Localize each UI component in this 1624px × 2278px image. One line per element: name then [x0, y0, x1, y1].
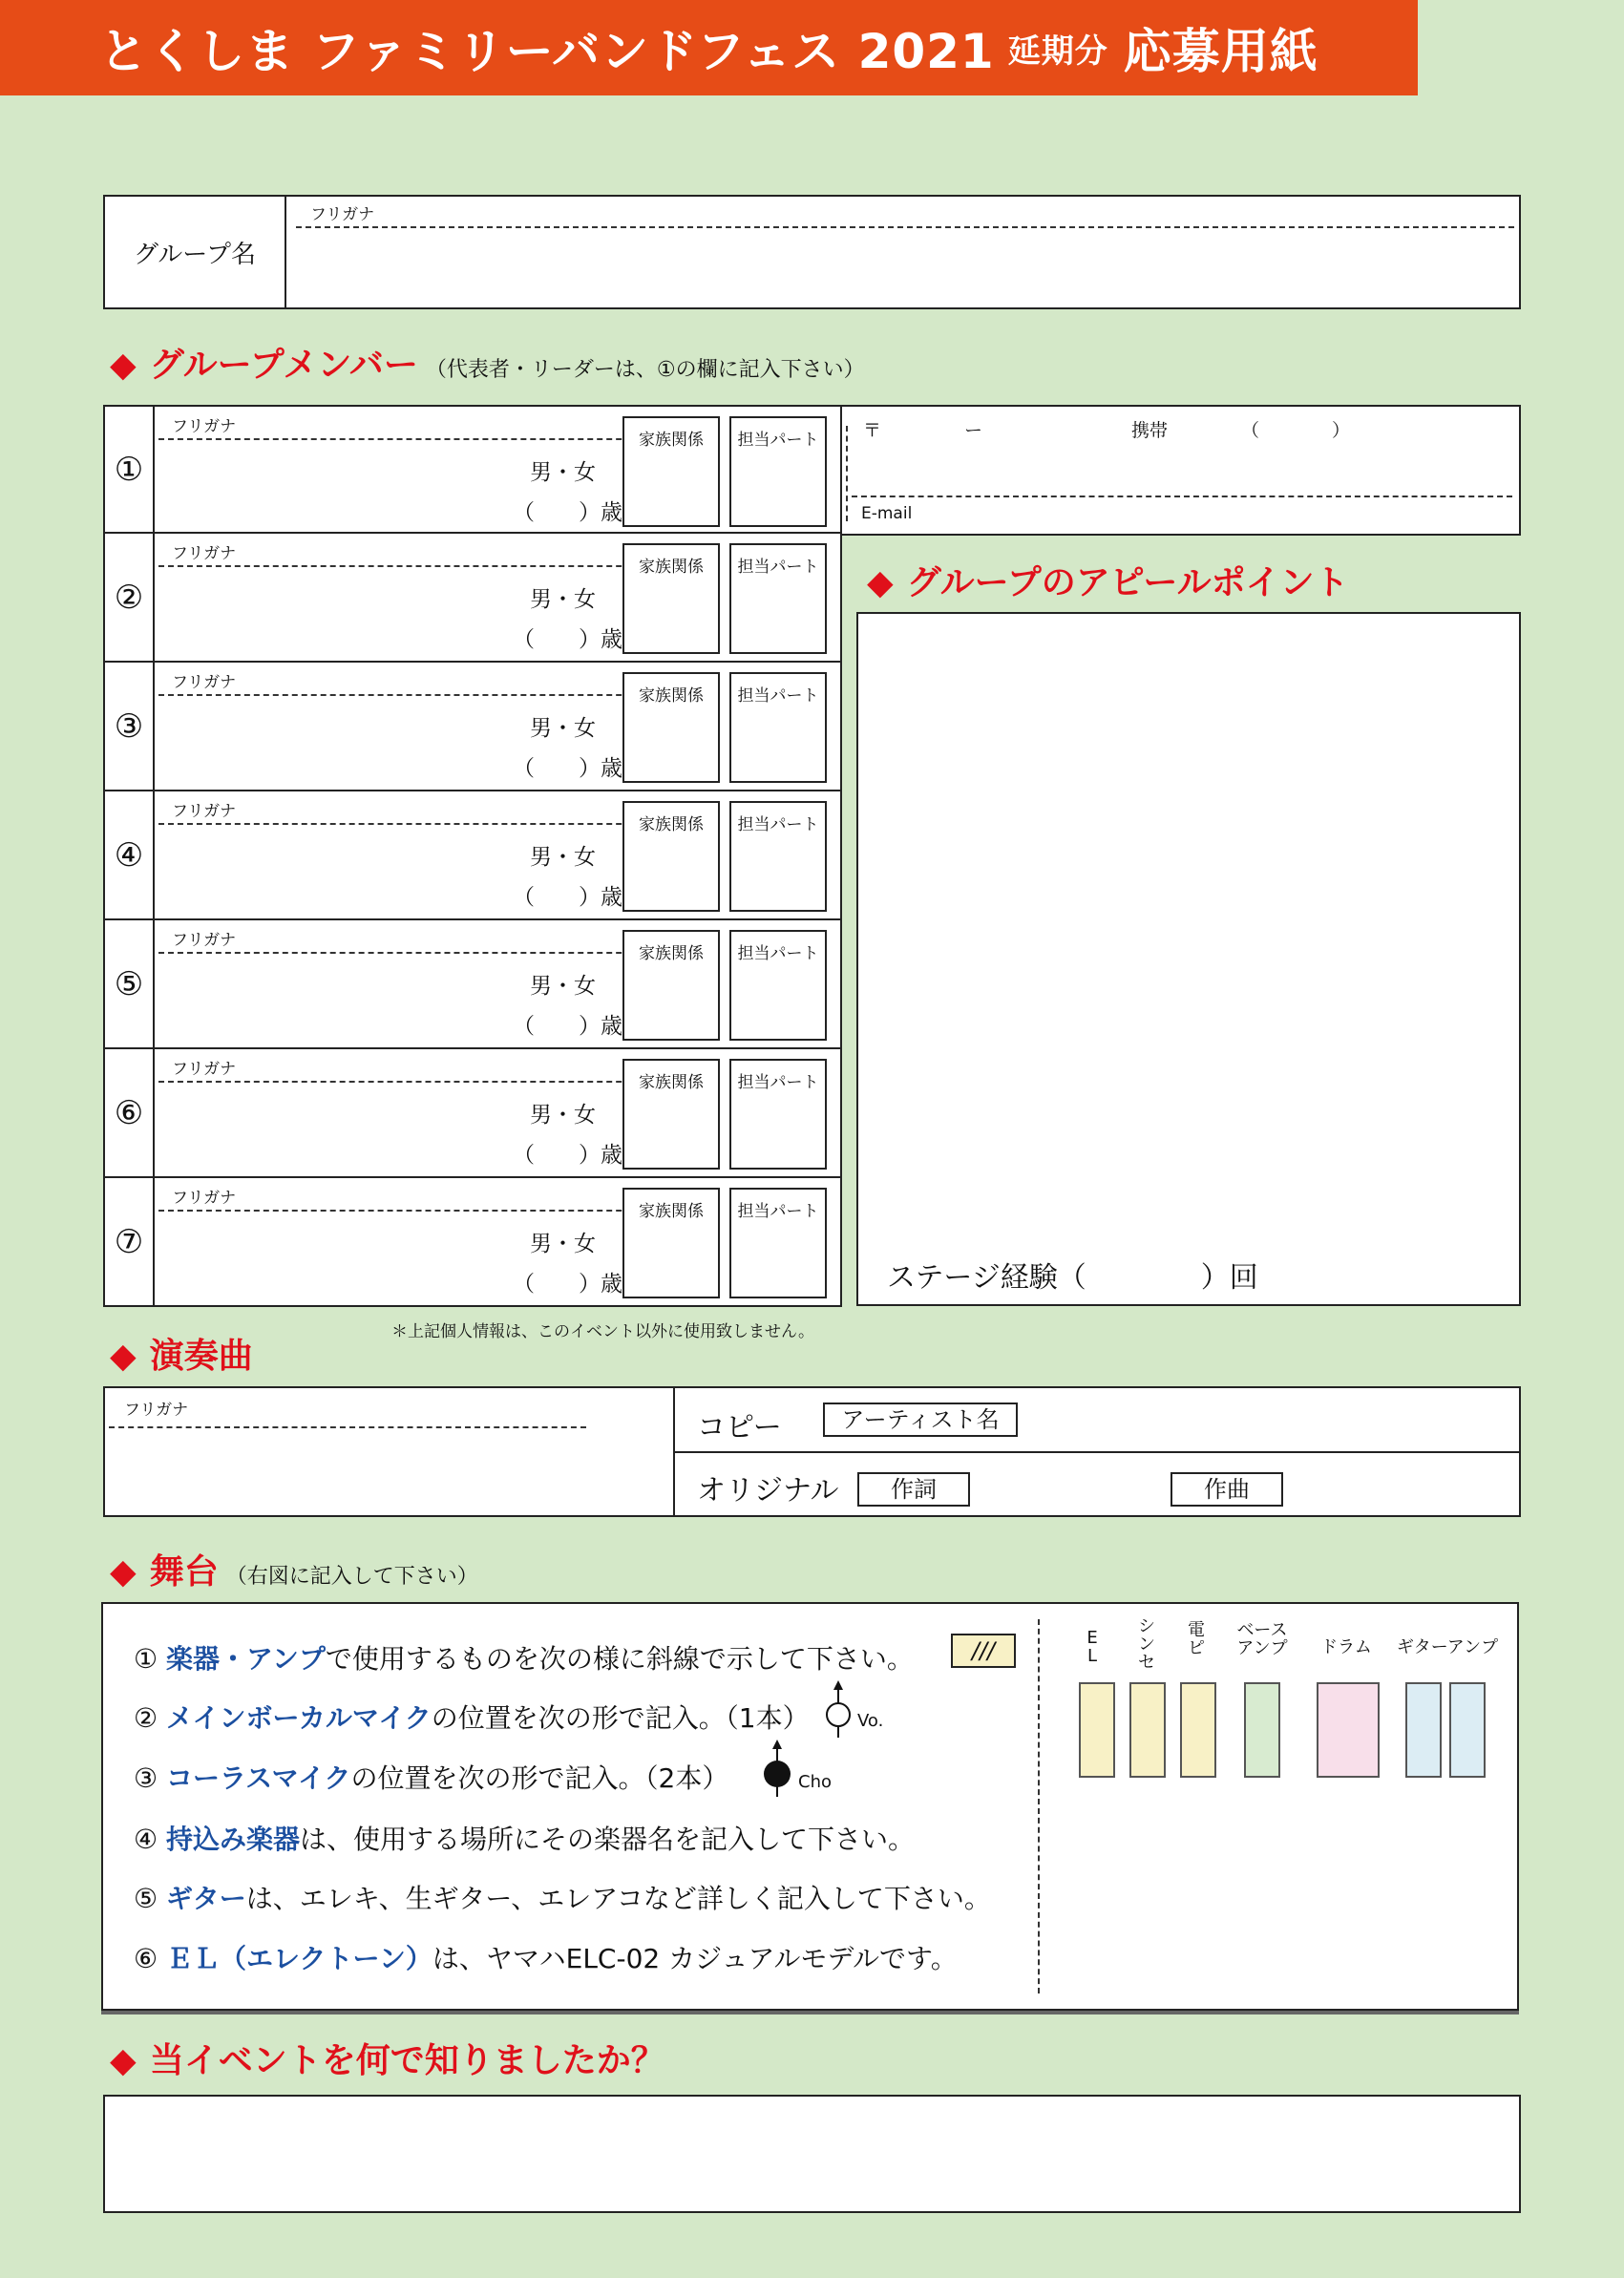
diamond-icon: ◆ — [110, 2041, 137, 2080]
synth-label-char: セ — [1138, 1653, 1155, 1673]
contact-dash-divider — [852, 496, 1512, 497]
item-number: ④ — [134, 1824, 158, 1855]
item-text: の位置を次の形で記入。（2本） — [350, 1762, 729, 1794]
member-number: ③ — [105, 663, 155, 790]
item-text: で使用するものを次の様に斜線で示して下さい。 — [325, 1643, 914, 1675]
postal-mark: 〒 — [863, 420, 882, 441]
piano-label-char: 電 — [1188, 1620, 1205, 1640]
guitar-amp-box[interactable] — [1405, 1682, 1442, 1778]
stage-note: （右図に記入して下さい） — [225, 1565, 478, 1589]
members-heading — [110, 338, 865, 387]
member-row[interactable] — [103, 791, 842, 920]
contact-field[interactable] — [840, 405, 1521, 536]
email-label: E-mail — [861, 504, 913, 523]
sex-label: 男・女 — [530, 587, 596, 612]
furigana-label: フリガナ — [172, 417, 237, 436]
family-relation-box[interactable]: 家族関係 — [622, 801, 720, 912]
family-relation-box[interactable]: 家族関係 — [622, 672, 720, 783]
diamond-icon: ◆ — [110, 1552, 137, 1592]
sex-label: 男・女 — [530, 1232, 596, 1256]
age-label: （ ）歳 — [513, 500, 622, 525]
artist-name-box[interactable]: アーティスト名 — [823, 1403, 1018, 1437]
title-sub: 延期分 — [1007, 32, 1108, 71]
stage-instruction — [134, 1758, 728, 1796]
part-box[interactable]: 担当パート — [729, 1059, 827, 1170]
sex-label: 男・女 — [530, 716, 596, 741]
age-label: （ ）歳 — [513, 627, 622, 652]
part-box[interactable]: 担当パート — [729, 1188, 827, 1298]
group-name-furigana-label: フリガナ — [310, 205, 375, 224]
privacy-note: ＊上記個人情報は、このイベント以外に使用致しません。 — [391, 1322, 815, 1341]
original-label: オリジナル — [697, 1474, 839, 1508]
song-title: 演奏曲 — [149, 1337, 253, 1376]
mobile-paren: （ ） — [1241, 420, 1351, 441]
how-known-heading — [110, 2034, 665, 2082]
stage-heading — [110, 1545, 478, 1593]
age-label: （ ）歳 — [513, 1272, 622, 1297]
title-main: とくしま ファミリーバンドフェス 2021 — [99, 24, 995, 79]
chorus-mic-icon — [764, 1740, 802, 1799]
title-banner — [0, 0, 1418, 95]
furigana-label: フリガナ — [172, 931, 237, 950]
members-note: （代表者・リーダーは、①の欄に記入下さい） — [425, 358, 865, 382]
vocal-mic-label: Vo. — [857, 1711, 884, 1731]
drums-label: ドラム — [1320, 1637, 1372, 1657]
item-text: は、ヤマハELC-02 カジュアルモデルです。 — [432, 1943, 958, 1974]
age-label: （ ）歳 — [513, 1143, 622, 1168]
appeal-box[interactable] — [856, 612, 1521, 1306]
composition-box[interactable]: 作曲 — [1171, 1472, 1283, 1507]
bass-amp-box[interactable] — [1244, 1682, 1280, 1778]
stage-instruction — [134, 1638, 914, 1677]
appeal-title: グループのアピールポイント — [906, 563, 1349, 602]
how-known-field[interactable] — [103, 2095, 1521, 2213]
item-text: の位置を次の形で記入。（1本） — [431, 1702, 810, 1734]
stage-experience-label: ステージ経験（ ）回 — [887, 1261, 1258, 1295]
diamond-icon: ◆ — [110, 1337, 137, 1376]
furigana-divider — [109, 1426, 586, 1428]
family-relation-box[interactable]: 家族関係 — [622, 930, 720, 1041]
member-row[interactable] — [103, 1178, 842, 1307]
family-relation-box[interactable]: 家族関係 — [622, 543, 720, 654]
member-number: ① — [105, 407, 155, 532]
contact-divider — [846, 426, 848, 521]
synth-box[interactable] — [1129, 1682, 1166, 1778]
members-title: グループメンバー — [149, 346, 418, 385]
item-emphasis: ＥＬ（エレクトーン） — [166, 1943, 432, 1974]
diamond-icon: ◆ — [110, 346, 137, 385]
how-known-title: 当イベントを何で知りましたか？ — [149, 2041, 665, 2080]
stage-diagram-divider — [1038, 1619, 1040, 1993]
synth-label-char: シ — [1138, 1616, 1155, 1636]
part-box[interactable]: 担当パート — [729, 543, 827, 654]
sex-label: 男・女 — [530, 845, 596, 870]
postal-dash: ー — [964, 420, 983, 441]
member-row[interactable] — [103, 663, 842, 791]
item-emphasis: コーラスマイク — [166, 1762, 351, 1794]
title-form: 応募用紙 — [1123, 24, 1318, 79]
song-heading — [110, 1329, 253, 1378]
sex-label: 男・女 — [530, 1103, 596, 1128]
furigana-divider — [296, 226, 1514, 228]
stage-instruction — [134, 1938, 958, 1976]
synth-label-char: ン — [1138, 1635, 1155, 1655]
stage-instruction — [134, 1819, 915, 1857]
age-label: （ ）歳 — [513, 885, 622, 910]
member-number: ② — [105, 534, 155, 661]
piano-label — [1186, 1621, 1207, 1657]
bass-amp-label-line: アンプ — [1236, 1638, 1288, 1658]
stage-instruction — [134, 1878, 991, 1916]
mobile-label: 携帯 — [1131, 420, 1169, 441]
family-relation-box[interactable]: 家族関係 — [622, 416, 720, 527]
piano-label-char: ピ — [1188, 1638, 1205, 1658]
age-label: （ ）歳 — [513, 1014, 622, 1039]
hatch-sample-icon: /// — [951, 1634, 1016, 1668]
member-row[interactable] — [103, 534, 842, 663]
copy-label: コピー — [697, 1411, 782, 1445]
sex-label: 男・女 — [530, 974, 596, 999]
diamond-icon: ◆ — [867, 563, 894, 602]
drums-box[interactable] — [1317, 1682, 1380, 1778]
item-text: は、エレキ、生ギター、エレアコなど詳しく記入して下さい。 — [245, 1883, 991, 1914]
item-number: ⑥ — [134, 1943, 158, 1974]
furigana-label: フリガナ — [172, 544, 237, 563]
bass-amp-label — [1232, 1621, 1293, 1657]
el-label — [1083, 1629, 1102, 1665]
member-row[interactable] — [103, 920, 842, 1049]
furigana-label: フリガナ — [172, 1189, 237, 1208]
sex-label: 男・女 — [530, 460, 596, 485]
synth-label — [1136, 1617, 1157, 1672]
stage-instruction — [134, 1698, 810, 1736]
guitar-amp-box[interactable] — [1449, 1682, 1486, 1778]
furigana-label: フリガナ — [172, 1060, 237, 1079]
item-text: は、使用する場所にその楽器名を記入して下さい。 — [300, 1824, 916, 1855]
song-furigana-label: フリガナ — [124, 1401, 189, 1420]
chorus-mic-label: Cho — [798, 1772, 832, 1792]
furigana-label: フリガナ — [172, 802, 237, 821]
guitar-amp-label: ギターアンプ — [1396, 1637, 1499, 1657]
appeal-heading — [867, 556, 1349, 604]
member-number: ⑦ — [105, 1178, 155, 1305]
stage-title: 舞台 — [149, 1552, 219, 1592]
member-number: ⑥ — [105, 1049, 155, 1176]
lyrics-box[interactable]: 作詞 — [857, 1472, 970, 1507]
part-box[interactable]: 担当パート — [729, 801, 827, 912]
member-number: ④ — [105, 791, 155, 918]
el-label-char: E — [1086, 1628, 1098, 1648]
group-name-label: グループ名 — [105, 197, 286, 307]
member-row[interactable] — [103, 405, 842, 534]
bass-amp-label-line: ベース — [1236, 1620, 1288, 1640]
song-field[interactable] — [103, 1386, 1521, 1517]
member-number: ⑤ — [105, 920, 155, 1047]
el-box[interactable] — [1079, 1682, 1115, 1778]
part-box[interactable]: 担当パート — [729, 672, 827, 783]
group-name-field[interactable] — [103, 195, 1521, 309]
item-number: ③ — [134, 1762, 158, 1794]
item-number: ① — [134, 1643, 158, 1675]
part-box[interactable]: 担当パート — [729, 416, 827, 527]
contact-left-border — [840, 407, 842, 534]
age-label: （ ）歳 — [513, 756, 622, 781]
furigana-label: フリガナ — [172, 673, 237, 692]
piano-box[interactable] — [1180, 1682, 1216, 1778]
member-row[interactable] — [103, 1049, 842, 1178]
family-relation-box[interactable]: 家族関係 — [622, 1059, 720, 1170]
item-number: ⑤ — [134, 1883, 158, 1914]
item-emphasis: ギター — [166, 1883, 246, 1914]
item-emphasis: 持込み楽器 — [166, 1824, 301, 1855]
item-number: ② — [134, 1702, 158, 1734]
part-box[interactable]: 担当パート — [729, 930, 827, 1041]
song-row-divider — [673, 1451, 1519, 1453]
el-label-char: L — [1086, 1646, 1098, 1666]
family-relation-box[interactable]: 家族関係 — [622, 1188, 720, 1298]
item-emphasis: 楽器・アンプ — [166, 1643, 326, 1675]
item-emphasis: メインボーカルマイク — [166, 1702, 432, 1734]
